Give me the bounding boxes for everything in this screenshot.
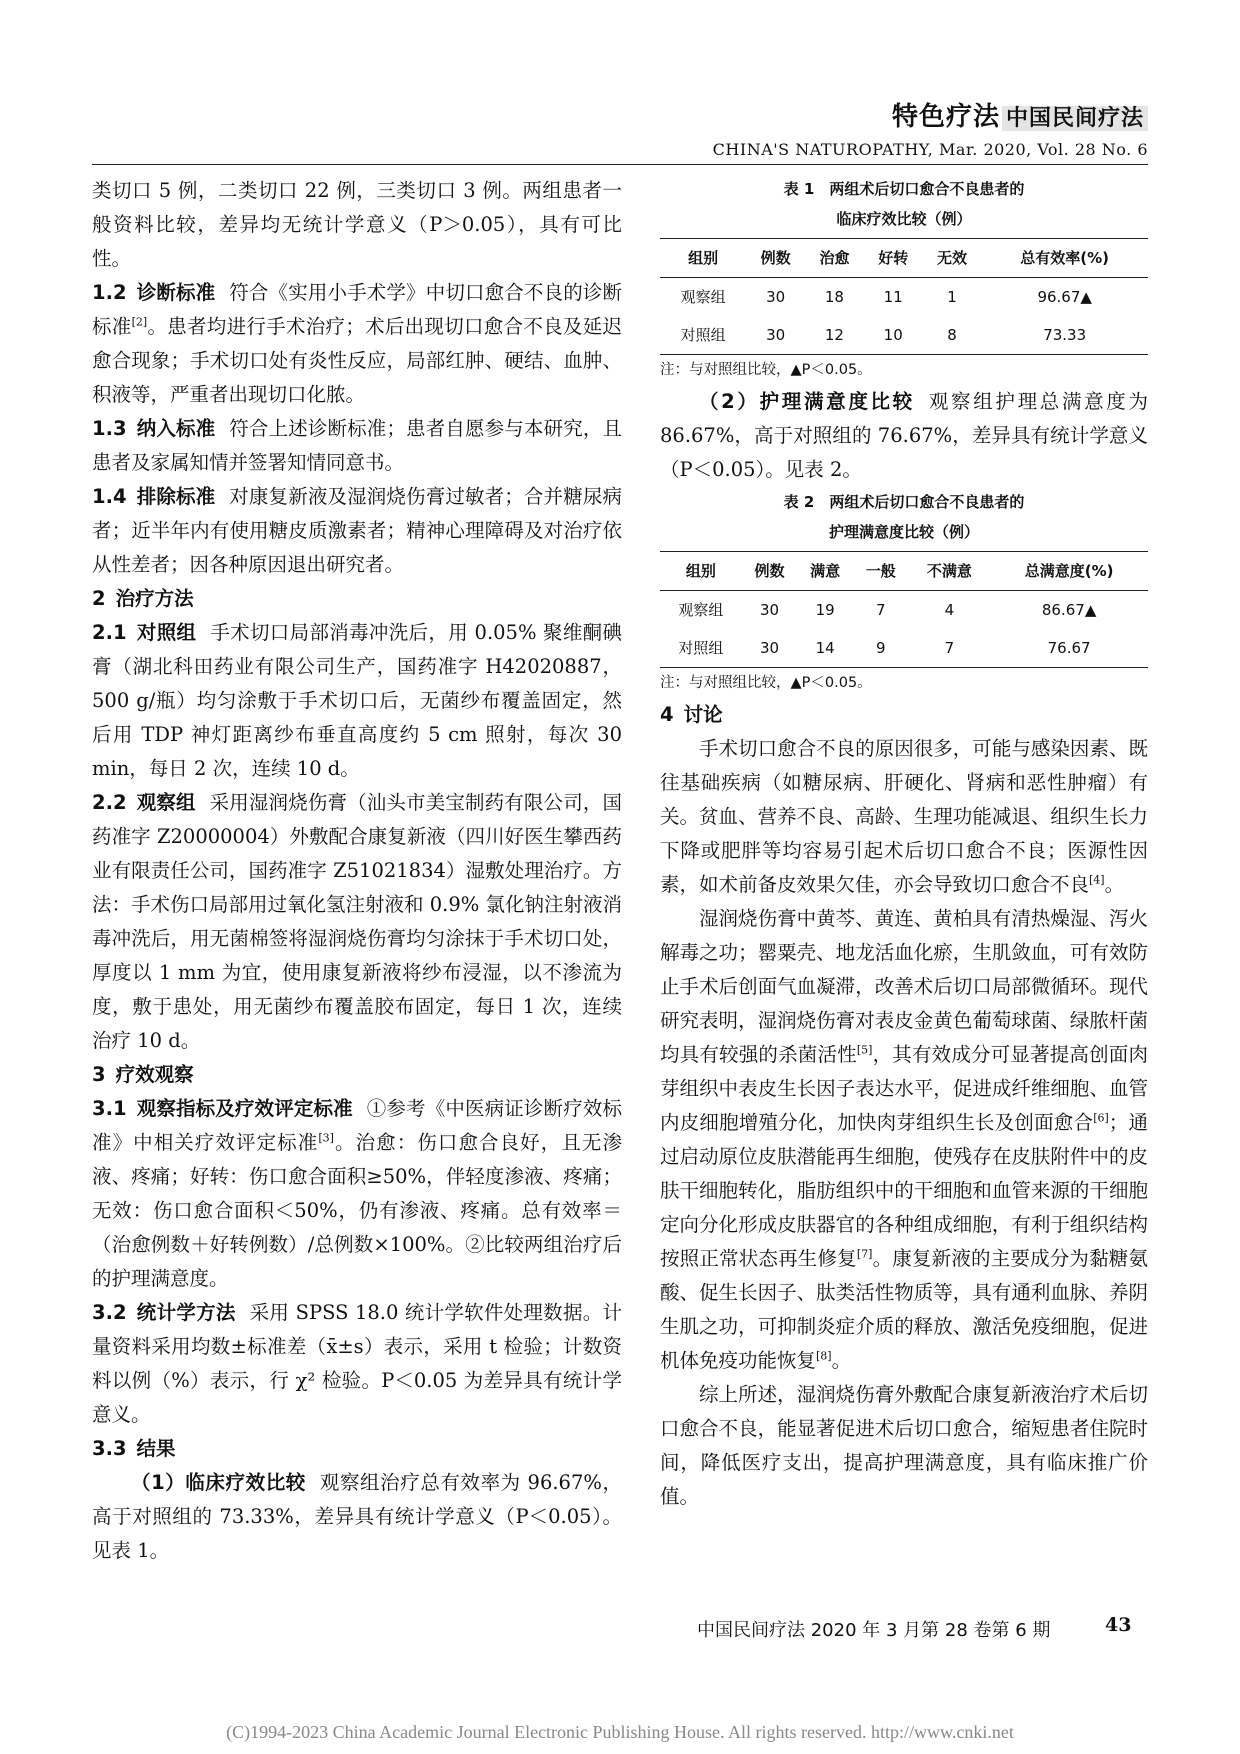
section-1-4 <box>92 480 622 582</box>
section-text: ①参考《中医病证诊断疗效标准》中相关疗效评定标准 <box>92 1097 622 1154</box>
section-title: 疗效观察 <box>115 1063 194 1086</box>
discussion-text: 。 <box>1104 873 1125 896</box>
section-text: 采用 SPSS 18.0 统计学软件处理数据。计量资料采用均数±标准差（x̄±s）表示，采用 t 检验；计数资料以例（%）表示，行 χ² 检验。P＜0.05 为差异具有统计学意义。 <box>92 1301 622 1426</box>
result-text: 观察组护理总满意度为 86.67%，高于对照组的 76.67%，差异具有统计学意义（P＜0.05）。见表 2。 <box>660 390 1148 481</box>
section-title: 纳入标准 <box>136 417 216 440</box>
result-clinical <box>92 1466 622 1568</box>
section-number: 3 <box>92 1063 106 1086</box>
table-header: 组别 <box>660 239 746 278</box>
journal-name: 中国民间疗法 <box>1002 106 1148 131</box>
table-header: 例数 <box>746 239 805 278</box>
section-number: 3.2 <box>92 1301 127 1324</box>
table-cell: 对照组 <box>660 629 742 668</box>
table-cell: 7 <box>909 629 991 668</box>
section-text: 采用湿润烧伤膏（汕头市美宝制药有限公司，国药准字 Z20000004）外敷配合康复新液（四川好医生攀西药业有限责任公司，国药准字 Z51021834）湿敷处理治疗。方法：手术伤口局部用过氧化氢注射液和 0.9% 氯化钠注射液消毒冲洗后，用无菌棉签将湿润烧伤膏均匀涂抹于手术切口处，厚度以 1 mm 为宜，使用康复新液将纱布浸湿，以不渗流为度，敷于患处，用无菌纱布覆盖胶布固定，每日 1 次，连续治疗 10 d。 <box>92 791 622 1052</box>
section-title: 特色疗法 <box>891 102 1000 132</box>
table-cell: 10 <box>864 316 923 355</box>
section-3-3 <box>92 1432 622 1466</box>
table-header: 满意 <box>797 552 853 591</box>
table-2 <box>660 551 1148 668</box>
running-header <box>892 96 1148 133</box>
section-number: 1.4 <box>92 485 127 508</box>
table-cell: 73.33 <box>981 316 1148 355</box>
table-cell: 观察组 <box>680 288 726 306</box>
caption-line: 临床疗效比较（例） <box>836 210 972 228</box>
section-2-heading <box>92 582 622 616</box>
citation-ref[interactable]: [8] <box>816 1349 832 1363</box>
section-title: 观察组 <box>136 791 196 814</box>
discussion-text: ，其有效成分可显著提高创面肉芽组织中表皮生长因子表达水平，促进成纤维细胞、血管内皮细胞增殖分化，加快肉芽组织生长及创面愈合 <box>660 1043 1148 1134</box>
table-cell: 18 <box>824 288 844 306</box>
section-3-1 <box>92 1092 622 1296</box>
table-cell: 19 <box>815 601 835 619</box>
caption-line: 表 2 两组术后切口愈合不良患者的 <box>783 493 1025 511</box>
section-title: 对照组 <box>136 621 197 644</box>
table-header: 总有效率(%) <box>981 239 1148 278</box>
caption-line: 表 1 两组术后切口愈合不良患者的 <box>783 180 1025 198</box>
right-column <box>660 174 1148 1514</box>
section-number: 3.3 <box>92 1437 127 1460</box>
paragraph-baseline: 类切口 5 例，二类切口 22 例，三类切口 3 例。两组患者一般资料比较，差异均无统计学意义（P＞0.05），具有可比性。 <box>92 179 622 270</box>
table-cell: 1 <box>947 288 957 306</box>
result-text: 观察组治疗总有效率为 96.67%，高于对照组的 73.33%，差异具有统计学意义（P＜0.05）。见表 1。 <box>92 1471 622 1562</box>
discussion-paragraph-1 <box>660 732 1148 902</box>
section-number: 1.3 <box>92 417 127 440</box>
table-cell: 30 <box>766 288 786 306</box>
section-title: 排除标准 <box>136 485 216 508</box>
citation-ref[interactable]: [3] <box>318 1131 334 1145</box>
section-title: 讨论 <box>683 703 723 726</box>
page-number: 43 <box>1105 1614 1132 1636</box>
table-cell: 86.67▲ <box>1041 601 1097 619</box>
citation-ref[interactable]: [2] <box>131 315 148 329</box>
table-cell: 9 <box>853 629 909 668</box>
table-header-row <box>660 239 1148 278</box>
section-title: 观察指标及疗效评定标准 <box>136 1097 353 1120</box>
section-title: 统计学方法 <box>136 1301 236 1324</box>
section-number: 2.1 <box>92 621 127 644</box>
copyright-notice: (C)1994-2023 China Academic Journal Electronic Publishing House. All rights reserved. http://www.cnki.net <box>226 1722 1014 1742</box>
discussion-text: 。康复新液的主要成分为黏糖氨酸、促生长因子、肽类活性物质等，具有通利血脉、养阴生肌之功，可抑制炎症介质的释放、激活免疫细胞，促进机体免疫功能恢复 <box>660 1247 1148 1372</box>
table-header: 例数 <box>742 552 798 591</box>
citation-ref[interactable]: [5] <box>856 1043 873 1057</box>
section-3-2 <box>92 1296 622 1432</box>
section-title: 治疗方法 <box>115 587 194 610</box>
citation-ref[interactable]: [7] <box>856 1247 873 1261</box>
section-number: 1.2 <box>92 281 127 304</box>
discussion-paragraph-2 <box>660 902 1148 1378</box>
footer-journal-issue: 中国民间疗法 2020 年 3 月第 28 卷第 6 期 <box>697 1620 1051 1641</box>
section-text: 手术切口局部消毒冲洗后，用 0.05% 聚维酮碘膏（湖北科田药业有限公司生产，国药准字 H42020887，500 g/瓶）均匀涂敷于手术切口后，无菌纱布覆盖固定，然后用 TDP 神灯距离纱布垂直高度约 5 cm 照射，每次 30 min，每日 2 次，连续 10 d。 <box>92 621 622 780</box>
table-row <box>660 316 1148 355</box>
table-header: 无效 <box>923 239 982 278</box>
section-1-3 <box>92 412 622 480</box>
result-satisfaction <box>660 385 1148 487</box>
result-title: （1）临床疗效比较 <box>131 1471 306 1494</box>
table-cell: 14 <box>797 629 853 668</box>
citation-ref[interactable]: [6] <box>1093 1111 1109 1125</box>
table-header-row <box>660 552 1148 591</box>
section-text: 符合上述诊断标准；患者自愿参与本研究，且患者及家属知情并签署知情同意书。 <box>92 417 622 474</box>
discussion-paragraph-3: 综上所述，湿润烧伤膏外敷配合康复新液治疗术后切口愈合不良，能显著促进术后切口愈合，缩短患者住院时间，降低医疗支出，提高护理满意度，具有临床推广价值。 <box>660 1383 1148 1508</box>
section-number: 2.2 <box>92 791 127 814</box>
section-3-heading <box>92 1058 622 1092</box>
section-2-2 <box>92 786 622 1058</box>
discussion-text: 手术切口愈合不良的原因很多，可能与感染因素、既往基础疾病（如糖尿病、肝硬化、肾病和恶性肿瘤）有关。贫血、营养不良、高龄、生理功能减退、组织生长力下降或肥胖等均容易引起术后切口愈合不良；医源性因素，如术前备皮效果欠佳，亦会导致切口愈合不良 <box>660 737 1148 896</box>
table-cell: 30 <box>746 316 805 355</box>
table-header: 不满意 <box>909 552 991 591</box>
discussion-text: 。 <box>831 1349 852 1372</box>
table-cell: 12 <box>805 316 864 355</box>
table-header: 好转 <box>864 239 923 278</box>
table-cell: 观察组 <box>678 601 724 619</box>
table-row <box>660 591 1148 630</box>
table-cell: 76.67 <box>990 629 1148 668</box>
section-1-2 <box>92 276 622 412</box>
table-cell: 7 <box>875 601 886 619</box>
table-header: 治愈 <box>805 239 864 278</box>
table-header: 总满意度(%) <box>990 552 1148 591</box>
header-rule <box>92 164 1148 165</box>
table-2-caption <box>660 487 1148 547</box>
table-cell: 11 <box>883 288 903 306</box>
table-1 <box>660 238 1148 355</box>
journal-citation: CHINA'S NATUROPATHY, Mar. 2020, Vol. 28 No. 6 <box>712 140 1148 159</box>
table-header: 组别 <box>660 552 742 591</box>
table-1-caption <box>660 174 1148 234</box>
table-row <box>660 629 1148 668</box>
section-text: 对康复新液及湿润烧伤膏过敏者；合并糖尿病者；近半年内有使用糖皮质激素者；精神心理障碍及对治疗依从性差者；因各种原因退出研究者。 <box>92 485 622 576</box>
section-number: 4 <box>660 703 674 726</box>
caption-line: 护理满意度比较（例） <box>828 523 979 541</box>
section-text: 。治愈：伤口愈合良好，且无渗液、疼痛；好转：伤口愈合面积≥50%，伴轻度渗液、疼痛；无效：伤口愈合面积＜50%，仍有渗液、疼痛。总有效率＝（治愈例数＋好转例数）/总例数×100%。②比较两组治疗后的护理满意度。 <box>92 1131 622 1290</box>
table-cell: 30 <box>742 629 798 668</box>
table-2-note: 注：与对照组比较，▲P＜0.05。 <box>660 675 872 691</box>
table-row <box>660 278 1148 317</box>
section-4-heading <box>660 698 1148 732</box>
table-1-note: 注：与对照组比较，▲P＜0.05。 <box>660 362 872 378</box>
table-cell: 8 <box>923 316 982 355</box>
section-title: 诊断标准 <box>136 281 216 304</box>
section-title: 结果 <box>136 1437 176 1460</box>
section-number: 3.1 <box>92 1097 127 1120</box>
discussion-text: ；通过启动原位皮肤潜能再生细胞，使残存在皮肤附件中的皮肤干细胞转化，脂肪组织中的干细胞和血管来源的干细胞定向分化形成皮肤器官的各种组成细胞，有利于组织结构按照正常状态再生修复 <box>660 1111 1148 1270</box>
table-cell: 对照组 <box>660 316 746 355</box>
left-column <box>92 174 622 1568</box>
table-cell: 96.67▲ <box>1037 288 1092 306</box>
table-header: 一般 <box>853 552 909 591</box>
table-cell: 30 <box>759 601 780 619</box>
section-text: 符合《实用小手术学》中切口愈合不良的诊断标准 <box>92 281 622 338</box>
section-number: 2 <box>92 587 106 610</box>
table-cell: 4 <box>944 601 955 619</box>
section-2-1 <box>92 616 622 786</box>
discussion-text: 湿润烧伤膏中黄芩、黄连、黄柏具有清热燥湿、泻火解毒之功；罂粟壳、地龙活血化瘀，生肌敛血，可有效防止手术后创面气血凝滞，改善术后切口局部微循环。现代研究表明，湿润烧伤膏对表皮金黄色葡萄球菌、绿脓杆菌均具有较强的杀菌活性 <box>660 907 1148 1066</box>
citation-ref[interactable]: [4] <box>1089 873 1105 887</box>
section-text: 。患者均进行手术治疗；术后出现切口愈合不良及延迟愈合现象；手术切口处有炎性反应，局部红肿、硬结、血肿、积液等，严重者出现切口化脓。 <box>92 315 622 406</box>
result-title: （2）护理满意度比较 <box>699 390 915 413</box>
